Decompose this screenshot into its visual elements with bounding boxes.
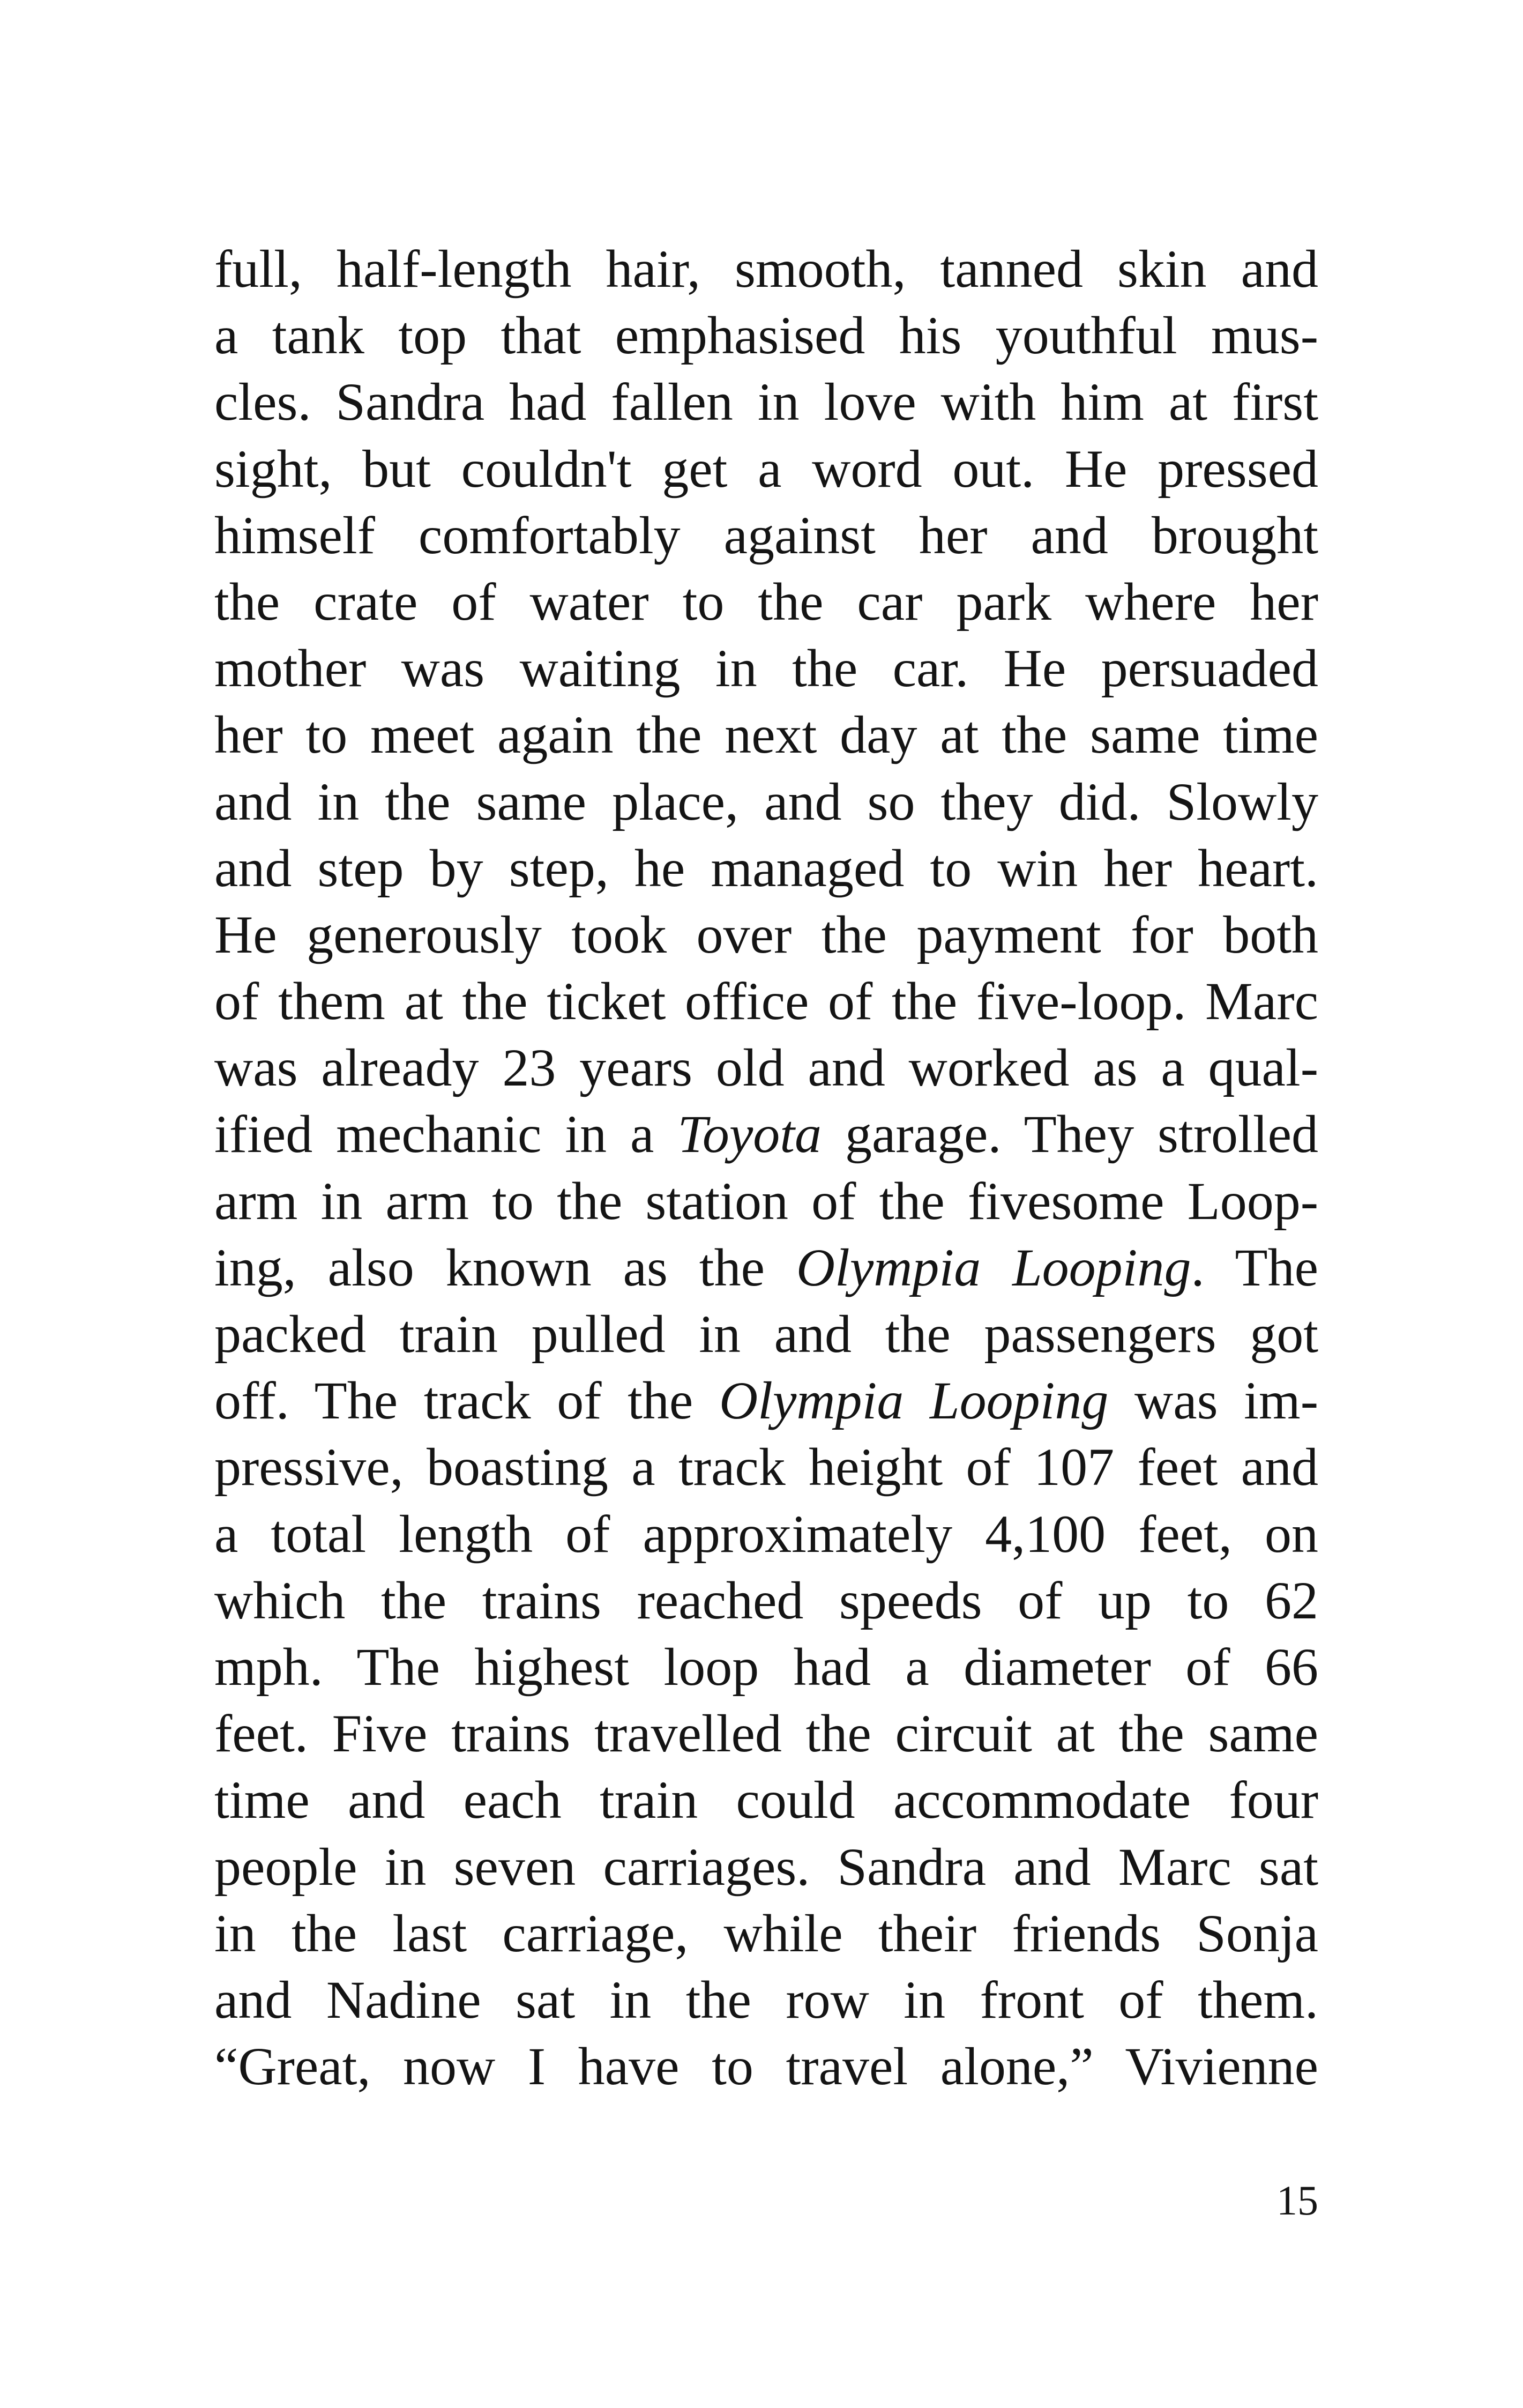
text-line: feet. Five trains travelled the circuit at the same <box>214 1704 1318 1764</box>
text-line: which the trains reached speeds of up to 62 <box>214 1570 1318 1630</box>
text-segment: off. The track of the <box>214 1371 719 1431</box>
text-line: full, half-length hair, smooth, tanned skin and <box>214 239 1318 299</box>
text-line: himself comfortably against her and brought <box>214 505 1318 565</box>
text-line: mother was waiting in the car. He persuaded <box>214 638 1318 698</box>
emphasis-brand-name: Toyota <box>677 1104 822 1164</box>
text-segment: was im- <box>1108 1371 1319 1431</box>
text-line: in the last carriage, while their friends Sonja <box>214 1903 1318 1963</box>
text-line: her to meet again the next day at the same time <box>214 705 1318 765</box>
text-line: the crate of water to the car park where her <box>214 571 1318 631</box>
text-line: pressive, boasting a track height of 107 feet and <box>214 1437 1318 1497</box>
text-line: of them at the ticket office of the five-loop. Marc <box>214 971 1318 1031</box>
text-segment: ing, also known as the <box>214 1237 796 1297</box>
text-line: and in the same place, and so they did. Slowly <box>214 771 1318 831</box>
text-line <box>214 1367 1318 1434</box>
page-number: 15 <box>1276 2177 1318 2224</box>
emphasis-ride-name: Olympia Looping <box>719 1371 1109 1431</box>
text-line: sight, but couldn't get a word out. He pressed <box>214 439 1318 499</box>
text-line: time and each train could accommodate four <box>214 1770 1318 1830</box>
emphasis-ride-name: Olympia Looping <box>796 1237 1191 1297</box>
text-line: was already 23 years old and worked as a qual- <box>214 1038 1318 1098</box>
text-line <box>214 1235 1318 1301</box>
text-line: mph. The highest loop had a diameter of 66 <box>214 1637 1318 1697</box>
text-line: He generously took over the payment for both <box>214 904 1318 964</box>
text-line: and Nadine sat in the row in front of them. <box>214 1969 1318 2030</box>
text-segment: . The <box>1191 1237 1318 1297</box>
text-line: and step by step, he managed to win her heart. <box>214 838 1318 898</box>
text-line: packed train pulled in and the passengers got <box>214 1304 1318 1364</box>
text-line <box>214 1101 1318 1168</box>
text-line: people in seven carriages. Sandra and Marc sat <box>214 1837 1318 1897</box>
text-segment: garage. They strolled <box>822 1104 1318 1164</box>
body-text <box>214 236 1318 2100</box>
text-line: “Great, now I have to travel alone,” Vivienne <box>214 2037 1318 2097</box>
text-line: cles. Sandra had fallen in love with him at first <box>214 372 1318 432</box>
text-line: a tank top that emphasised his youthful mus- <box>214 306 1318 366</box>
text-line: arm in arm to the station of the fivesome Loop- <box>214 1171 1318 1231</box>
text-segment: ified mechanic in a <box>214 1104 678 1164</box>
text-line: a total length of approximately 4,100 feet, on <box>214 1504 1318 1564</box>
